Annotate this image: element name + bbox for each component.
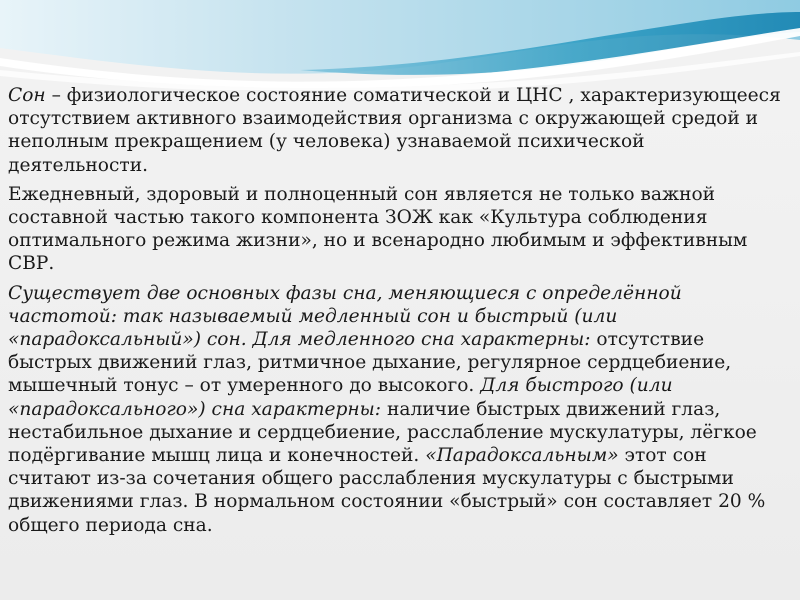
body-text: – физиологическое состояние соматической и ЦНС , характеризующееся отсутствием активного взаимодействия организма с окружающей средой и неполным прекращением (у человека) узнаваемой психической деятельности. bbox=[8, 85, 781, 176]
body-text: наличие быстрых движений глаз, нестабильное дыхание и сердцебиение, расслабление мускулатуры, лёгкое подёргивание мышц лица и конечностей. bbox=[8, 398, 757, 467]
paragraph-3 bbox=[8, 282, 788, 537]
italic-text: «Парадоксальным» bbox=[425, 445, 619, 467]
body-text: этот сон считают из-за сочетания общего расслабления мускулатуры с быстрыми движениями глаз. В нормальном состоянии «быстрый» сон составляет 20 % общего периода сна. bbox=[8, 445, 766, 536]
paragraph-1 bbox=[8, 84, 788, 177]
slide-text bbox=[8, 84, 788, 543]
paragraph-2 bbox=[8, 183, 788, 276]
italic-text: Существует две основных фазы сна, меняющиеся с определённой частотой: так называемый медленный сон и быстрый (или «парадоксальный») сон. Для медленного сна характерны: bbox=[8, 282, 682, 351]
decorative-wave-header bbox=[0, 0, 800, 90]
italic-text: Для быстрого (или «парадоксального») сна характерны: bbox=[8, 375, 673, 420]
body-text: отсутствие быстрых движений глаз, ритмичное дыхание, регулярное сердцебиение, мышечный тонус – от умеренного до высокого. bbox=[8, 329, 732, 397]
italic-text: Сон bbox=[8, 85, 46, 106]
body-text: Ежедневный, здоровый и полноценный сон является не только важной составной частью такого компонента ЗОЖ как «Культура соблюдения оптимального режима жизни», но и всенародно любимым и эффективным СВР. bbox=[8, 183, 748, 275]
